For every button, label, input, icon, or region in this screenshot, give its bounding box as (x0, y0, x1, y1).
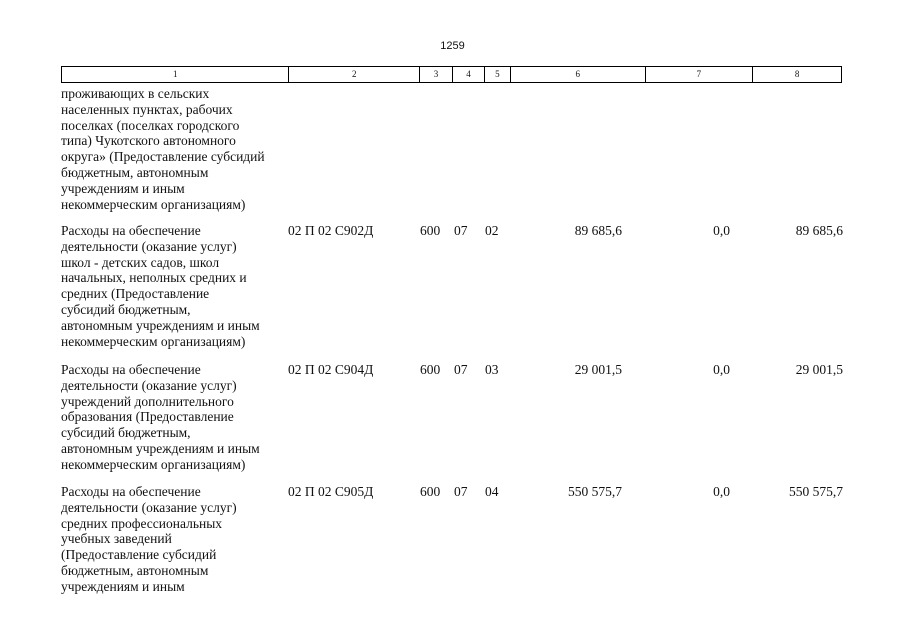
row-2-col-4: 07 (454, 362, 468, 377)
row-1-col-3: 600 (420, 223, 441, 238)
row-3-col-3: 600 (420, 484, 441, 499)
row-3-col-8: 550 575,7 (789, 484, 843, 499)
row-2-col-3: 600 (420, 362, 441, 377)
header-col-6: 6 (511, 67, 646, 82)
desc-line: субсидий бюджетным, (61, 425, 191, 441)
row-1-col-5: 02 (485, 223, 499, 238)
row-3-col-5: 04 (485, 484, 499, 499)
desc-line: (Предоставление субсидий (61, 547, 217, 563)
header-col-4: 4 (453, 67, 485, 82)
desc-line: бюджетным, автономным (61, 562, 209, 578)
desc-line: деятельности (оказание услуг) (61, 377, 237, 393)
desc-line: Расходы на обеспечение (61, 223, 201, 238)
row-2-col-7: 0,0 (713, 362, 730, 377)
header-col-8: 8 (794, 69, 800, 79)
desc-line: населенных пунктах, рабочих (61, 101, 233, 117)
row-2-col-8: 29 001,5 (795, 362, 843, 377)
desc-line: бюджетным, автономным (61, 164, 209, 180)
desc-line: начальных, неполных средних и (61, 270, 247, 286)
desc-line: средних (Предоставление (61, 286, 210, 302)
header-col-1: 1 (62, 67, 289, 82)
continuation-description (61, 86, 291, 212)
row-3-code: 02 П 02 С905Д (288, 484, 374, 499)
desc-line: средних профессиональных (61, 515, 223, 531)
header-col-2: 2 (289, 67, 420, 82)
desc-line: деятельности (оказание услуг) (61, 499, 237, 515)
row-1-col-6: 89 685,6 (574, 223, 622, 238)
desc-line: типа) Чукотского автономного (61, 133, 236, 149)
desc-line: школ - детских садов, школ (61, 254, 220, 270)
desc-line: проживающих в сельских (61, 86, 210, 101)
row-2-col-5: 03 (485, 362, 499, 377)
desc-line: субсидий бюджетным, (61, 301, 191, 317)
table-header (61, 66, 842, 83)
desc-line: поселках (поселках городского (61, 117, 240, 133)
header-col-7: 7 (646, 67, 754, 82)
desc-line: учреждений дополнительного (61, 393, 234, 409)
row-3-col-4: 07 (454, 484, 468, 499)
desc-line: учебных заведений (61, 531, 172, 547)
row-2-description (61, 362, 291, 473)
desc-line: учреждениям и иным (61, 180, 185, 196)
header-col-3: 3 (420, 67, 453, 82)
row-1-code: 02 П 02 С902Д (288, 223, 374, 238)
header-col-5: 5 (485, 67, 511, 82)
desc-line: некоммерческим организациям) (61, 333, 246, 349)
desc-line: автономным учреждениям и иным (61, 317, 260, 333)
row-1-col-4: 07 (454, 223, 468, 238)
row-1-col-8: 89 685,6 (795, 223, 843, 238)
row-1-col-7: 0,0 (713, 223, 730, 238)
row-3-col-6: 550 575,7 (568, 484, 622, 499)
row-1-description (61, 223, 291, 349)
desc-line: некоммерческим организациям) (61, 196, 246, 212)
desc-line: деятельности (оказание услуг) (61, 238, 237, 254)
row-3-col-7: 0,0 (713, 484, 730, 499)
desc-line: Расходы на обеспечение (61, 484, 201, 499)
page-number: 1259 (440, 40, 465, 52)
desc-line: округа» (Предоставление субсидий (61, 149, 265, 165)
row-2-code: 02 П 02 С904Д (288, 362, 374, 377)
desc-line: некоммерческим организациям) (61, 456, 246, 472)
desc-line: учреждениям и иным (61, 578, 185, 594)
desc-line: Расходы на обеспечение (61, 362, 201, 377)
desc-line: образования (Предоставление (61, 409, 234, 425)
row-3-description (61, 484, 291, 595)
row-2-col-6: 29 001,5 (574, 362, 622, 377)
desc-line: автономным учреждениям и иным (61, 440, 260, 456)
